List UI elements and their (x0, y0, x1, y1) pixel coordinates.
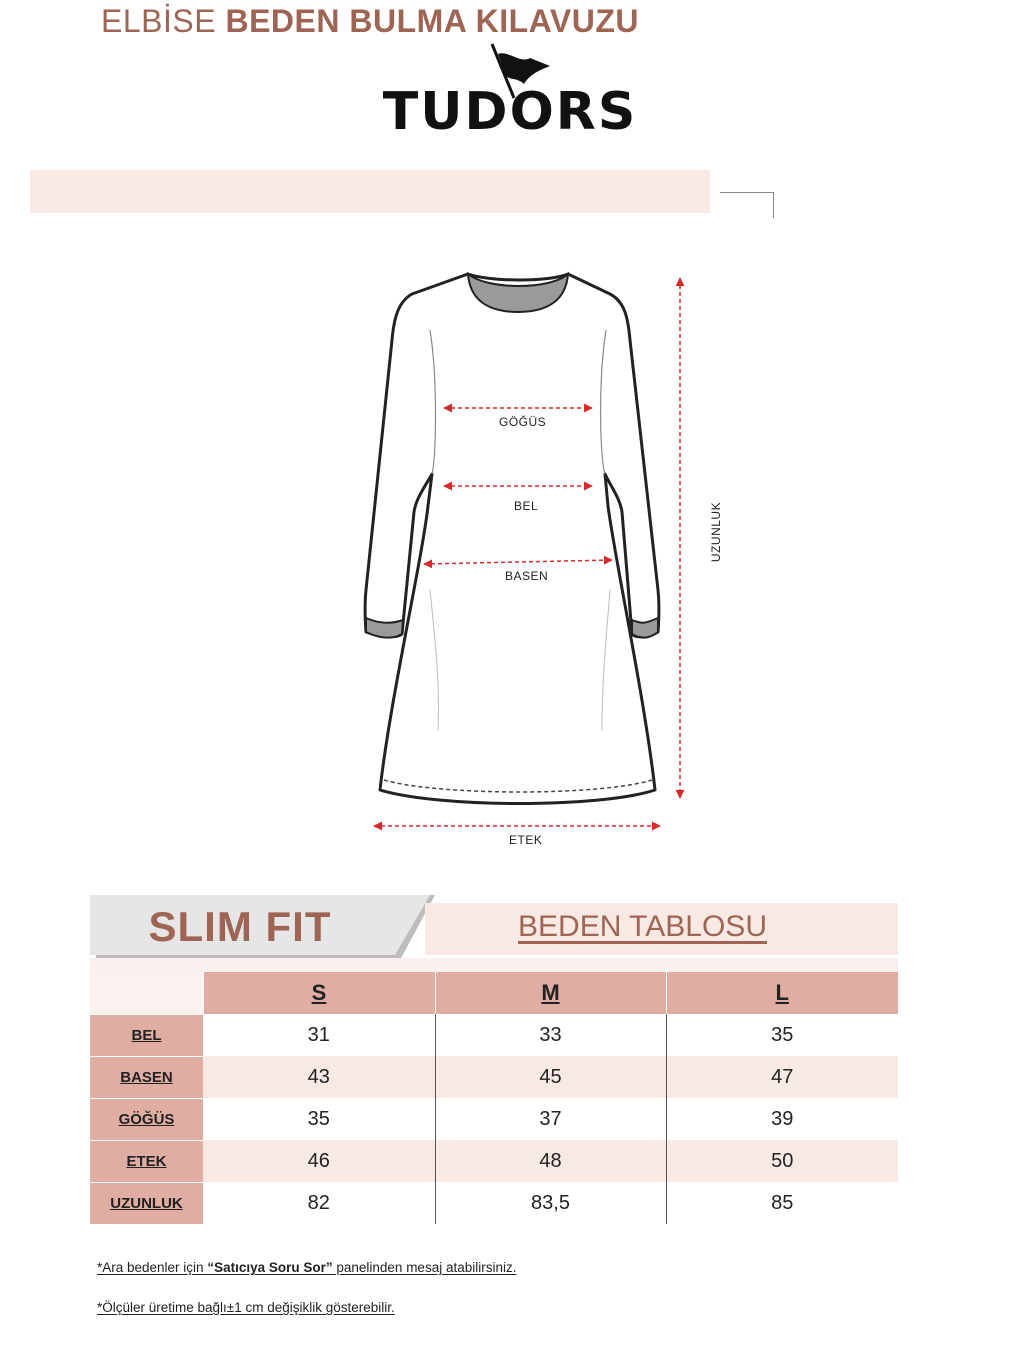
length-label: UZUNLUK (709, 501, 723, 563)
row-label-uzunluk: UZUNLUK (90, 1182, 203, 1224)
table-corner (90, 972, 203, 1014)
table-title: BEDEN TABLOSU (518, 910, 767, 943)
table-cell: 37 (435, 1098, 666, 1140)
guide-title-bold: BEDEN BULMA KILAVUZU (225, 3, 639, 39)
note1-bold: “Satıcıya Soru Sor” (207, 1260, 333, 1275)
brand-name: TUDORS (382, 82, 638, 142)
guide-banner (30, 170, 710, 213)
note1-post: panelinden mesaj atabilirsiniz. (332, 1260, 517, 1275)
table-cell: 47 (666, 1056, 898, 1098)
table-cell: 83,5 (435, 1182, 666, 1224)
fit-title: SLIM FIT (148, 903, 332, 950)
table-cell: 85 (666, 1182, 898, 1224)
table-cell: 31 (307, 1023, 330, 1046)
row-label-bel: BEL (90, 1014, 203, 1056)
note-tolerance: *Ölçüler üretime bağlı±1 cm değişiklik gösterebilir. (97, 1300, 395, 1315)
table-cell: 82 (307, 1191, 330, 1214)
table-cell: 35 (666, 1014, 898, 1056)
table-row (90, 1140, 898, 1182)
corner-decoration (720, 192, 774, 218)
brand-logo (380, 40, 640, 140)
hip-label: BASEN (505, 569, 549, 583)
size-header-m: M (435, 972, 666, 1014)
table-cell: 50 (666, 1140, 898, 1182)
size-table (90, 972, 898, 1224)
table-cell: 35 (307, 1107, 330, 1130)
table-cell: 46 (203, 1140, 435, 1182)
row-label-etek: ETEK (90, 1140, 203, 1182)
note-intermediate-sizes (97, 1260, 516, 1275)
row-label-basen: BASEN (90, 1056, 203, 1098)
dress-outline (365, 274, 659, 804)
note1-pre: *Ara bedenler için (97, 1260, 208, 1275)
guide-title-light: ELBİSE (101, 3, 226, 39)
chest-label: GÖĞÜS (499, 415, 547, 429)
size-header-l: L (666, 972, 898, 1014)
hem-label: ETEK (509, 833, 543, 847)
table-row (90, 1182, 898, 1224)
size-header-s: S (203, 972, 435, 1014)
table-cell: 43 (203, 1056, 435, 1098)
table-cell: 33 (435, 1014, 666, 1056)
table-cell: 48 (435, 1140, 666, 1182)
header-strip (90, 958, 898, 972)
table-row (90, 1014, 898, 1056)
dress-diagram (340, 260, 740, 860)
table-row (90, 1098, 898, 1140)
row-label-gogus: GÖĞÜS (90, 1098, 203, 1140)
waist-label: BEL (514, 499, 539, 513)
table-cell: 39 (666, 1098, 898, 1140)
table-cell: 45 (435, 1056, 666, 1098)
table-row (90, 1056, 898, 1098)
guide-title (0, 0, 740, 43)
